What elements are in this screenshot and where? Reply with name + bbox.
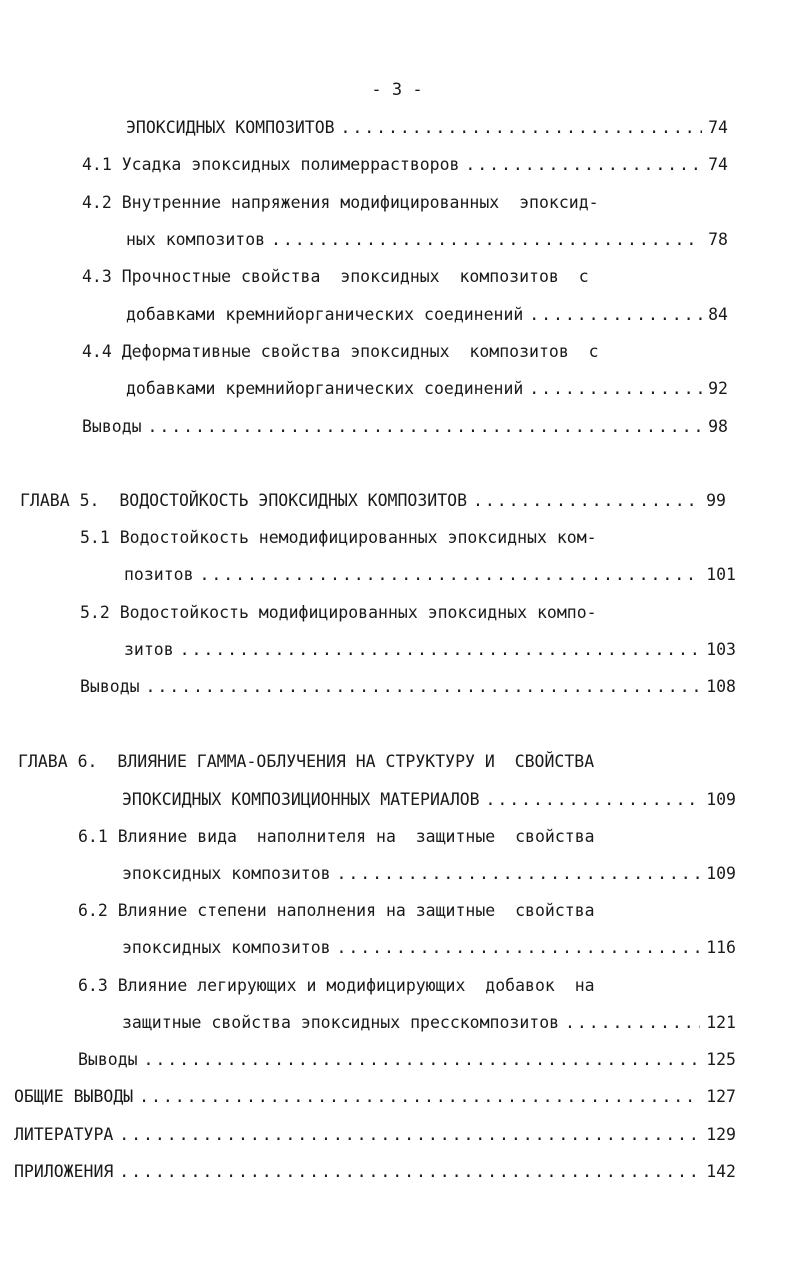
toc-entry: 4.3 Прочностные свойства эпоксидных композитов с <box>82 267 589 286</box>
toc-entry: Выводы . . . 98 <box>82 416 728 438</box>
toc-entry: 4.4 Деформативные свойства эпоксидных композитов с <box>82 342 599 361</box>
toc-entry: 6.1 Влияние вида наполнителя на защитные свойства <box>78 827 595 846</box>
toc-entry: ОБЩИЕ ВЫВОДЫ . . . 127 <box>14 1086 736 1108</box>
toc-page-number: 127 <box>700 1086 736 1108</box>
toc-entry: позитов . . . 101 <box>124 564 736 586</box>
toc-entry: Выводы . . . 125 <box>78 1049 736 1071</box>
page-number: - 3 - <box>371 80 423 100</box>
toc-chapter-heading: ГЛАВА 5. ВОДОСТОЙКОСТЬ ЭПОКСИДНЫХ КОМПОЗИТОВ . . . 99 <box>20 490 726 512</box>
toc-entry: защитные свойства эпоксидных пресскомпозитов . . . 121 <box>122 1012 736 1034</box>
toc-page-number: 121 <box>700 1012 736 1034</box>
toc-entry: добавками кремнийорганических соединений . . . 92 <box>126 378 728 400</box>
toc-entry: ПРИЛОЖЕНИЯ . . . 142 <box>14 1161 736 1183</box>
toc-page-number: 125 <box>700 1049 736 1071</box>
toc-page-number: 142 <box>700 1161 736 1183</box>
toc-page-number: 74 <box>702 154 728 176</box>
toc-entry: ных композитов . . . 78 <box>126 229 728 251</box>
toc-entry: ЭПОКСИДНЫХ КОМПОЗИТОВ . . . 74 <box>126 117 728 139</box>
toc-page-number: 92 <box>702 378 728 400</box>
toc-entry: эпоксидных композитов . . . 116 <box>122 937 736 959</box>
toc-page-number: 84 <box>702 304 728 326</box>
toc-page-number: 109 <box>700 789 736 811</box>
toc-page-number: 116 <box>700 937 736 959</box>
toc-entry: 5.2 Водостойкость модифицированных эпоксидных компо- <box>80 603 597 622</box>
toc-page-number: 101 <box>700 564 736 586</box>
toc-entry: ЭПОКСИДНЫХ КОМПОЗИЦИОННЫХ МАТЕРИАЛОВ . . . 109 <box>122 789 736 811</box>
toc-page-number: 98 <box>702 416 728 438</box>
toc-entry: 6.2 Влияние степени наполнения на защитные свойства <box>78 901 595 920</box>
toc-entry: 5.1 Водостойкость немодифицированных эпоксидных ком- <box>80 528 597 547</box>
toc-entry: 6.3 Влияние легирующих и модифицирующих добавок на <box>78 976 595 995</box>
toc-page-number: 108 <box>700 676 736 698</box>
toc-entry: эпоксидных композитов . . . 109 <box>122 863 736 885</box>
toc-entry: добавками кремнийорганических соединений . . . 84 <box>126 304 728 326</box>
toc-entry: 4.1 Усадка эпоксидных полимеррастворов . . . 74 <box>82 154 728 176</box>
toc-chapter-heading: ГЛАВА 6. ВЛИЯНИЕ ГАММА-ОБЛУЧЕНИЯ НА СТРУКТУРУ И СВОЙСТВА <box>18 752 595 771</box>
toc-page-number: 129 <box>700 1124 736 1146</box>
toc-page-number: 99 <box>700 490 726 512</box>
toc-page-number: 78 <box>702 229 728 251</box>
toc-entry: ЛИТЕРАТУРА . . . 129 <box>14 1124 736 1146</box>
toc-page-number: 74 <box>702 117 728 139</box>
toc-entry: 4.2 Внутренние напряжения модифицированных эпоксид- <box>82 193 599 212</box>
toc-entry: Выводы . . . 108 <box>80 676 736 698</box>
toc-page-number: 103 <box>700 639 736 661</box>
toc-entry: зитов . . . 103 <box>124 639 736 661</box>
toc-page-number: 109 <box>700 863 736 885</box>
